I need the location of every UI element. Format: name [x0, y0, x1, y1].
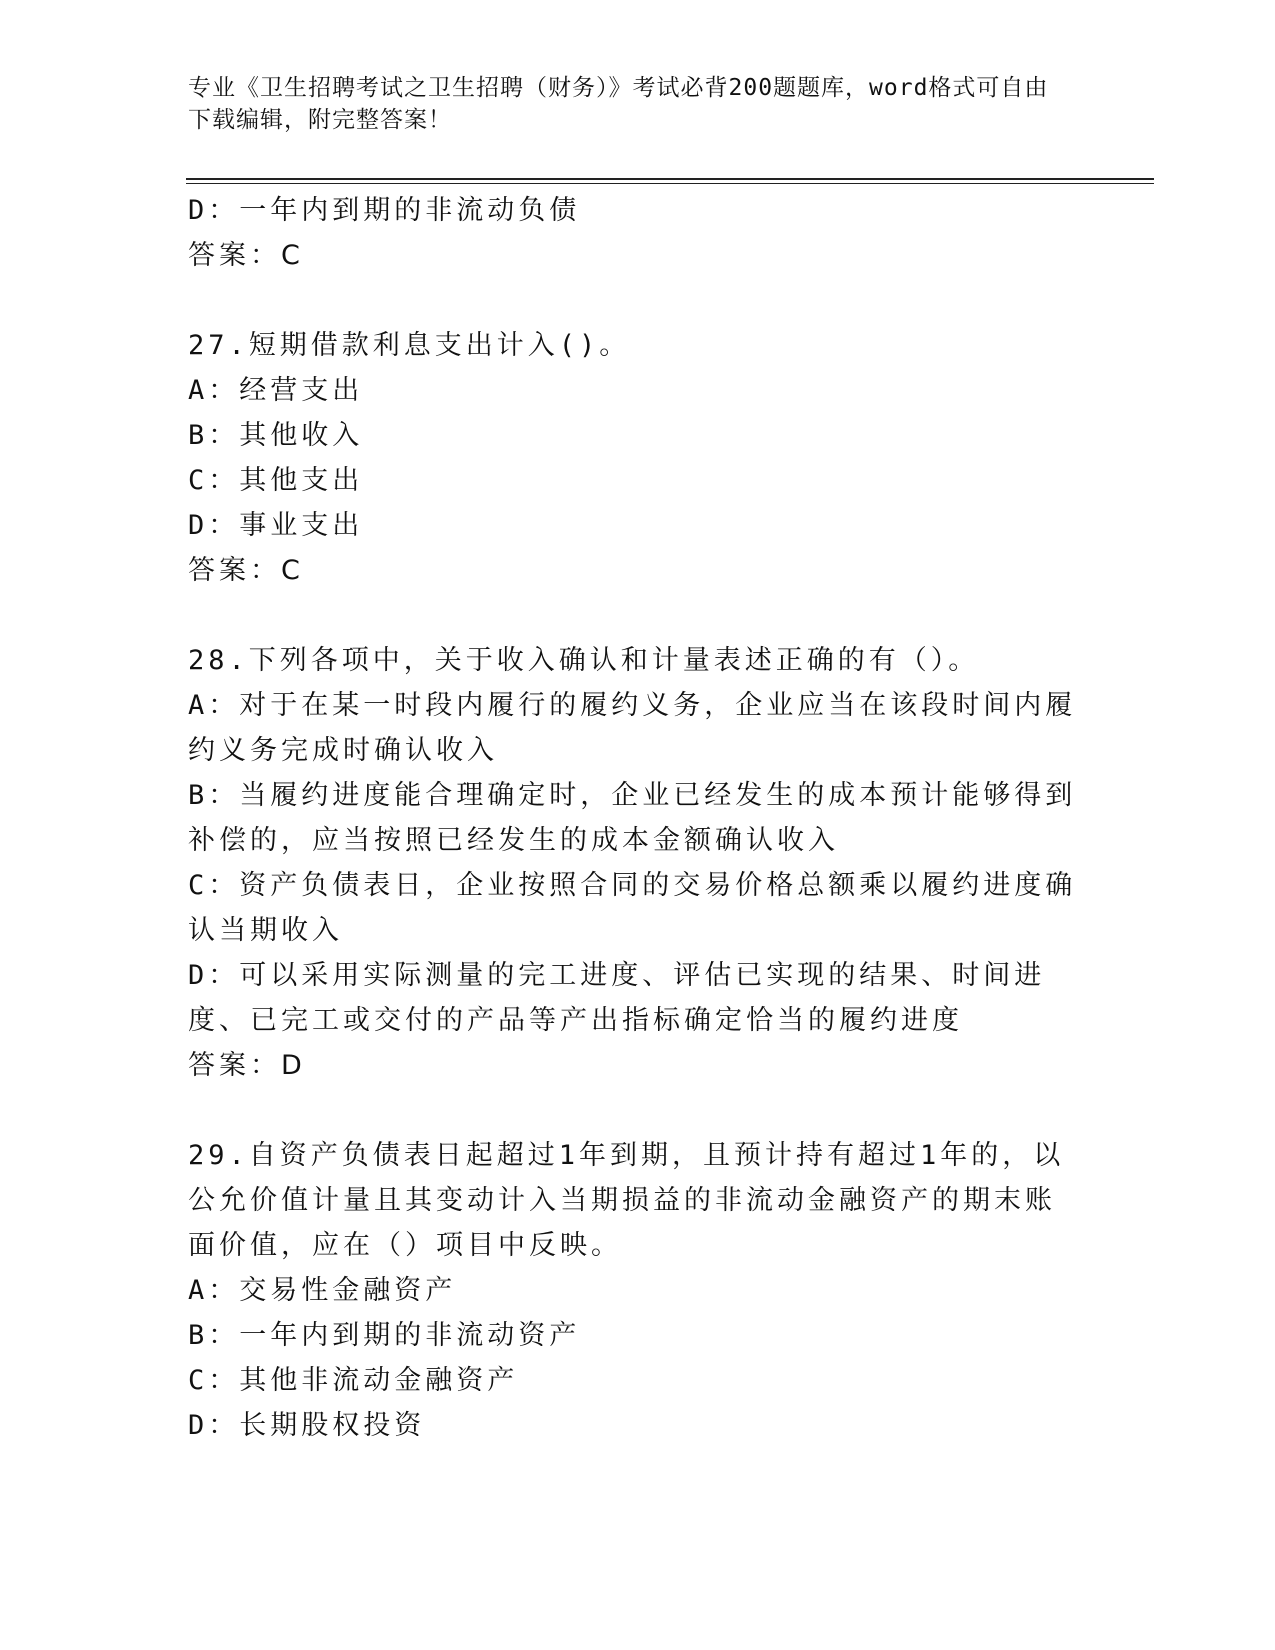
option-c: C：资产负债表日，企业按照合同的交易价格总额乘以履约进度确认当期收入 [188, 870, 1077, 946]
option-b: B：一年内到期的非流动资产 [188, 1320, 581, 1351]
option-d: D：事业支出 [188, 510, 364, 541]
document-body [188, 188, 1078, 1448]
header-divider-thick [186, 178, 1154, 180]
option-a: A：对于在某一时段内履行的履约义务，企业应当在该段时间内履约义务完成时确认收入 [188, 690, 1077, 766]
document-header: 专业《卫生招聘考试之卫生招聘（财务）》考试必背200题题库，word格式可自由下载编辑，附完整答案！ [188, 75, 1049, 133]
question-28 [188, 638, 1078, 1088]
option-a: A：经营支出 [188, 375, 364, 406]
question-answer: 答案：D [188, 1050, 306, 1081]
option-a: A：交易性金融资产 [188, 1275, 457, 1306]
question-27 [188, 323, 1078, 593]
spacer [188, 278, 1078, 323]
spacer [188, 1088, 1078, 1133]
question-stem: 29.自资产负债表日起超过1年到期，且预计持有超过1年的，以公允价值计量且其变动计入当期损益的非流动金融资产的期末账面价值，应在（）项目中反映。 [188, 1140, 1065, 1261]
question-stem: 27.短期借款利息支出计入()。 [188, 330, 631, 361]
option-c: C：其他非流动金融资产 [188, 1365, 519, 1396]
prev-option-d: D：一年内到期的非流动负债 [188, 195, 581, 226]
option-b: B：其他收入 [188, 420, 364, 451]
header-divider-thin [186, 183, 1154, 184]
question-stem: 28.下列各项中，关于收入确认和计量表述正确的有（）。 [188, 645, 980, 676]
spacer [188, 593, 1078, 638]
option-d: D：可以采用实际测量的完工进度、评估已实现的结果、时间进度、已完工或交付的产品等产出指标确定恰当的履约进度 [188, 960, 1046, 1036]
question-answer: 答案：C [188, 555, 304, 586]
option-c: C：其他支出 [188, 465, 364, 496]
question-29 [188, 1133, 1078, 1448]
prev-answer: 答案：C [188, 240, 304, 271]
option-d: D：长期股权投资 [188, 1410, 426, 1441]
option-b: B：当履约进度能合理确定时，企业已经发生的成本预计能够得到补偿的，应当按照已经发生的成本金额确认收入 [188, 780, 1077, 856]
